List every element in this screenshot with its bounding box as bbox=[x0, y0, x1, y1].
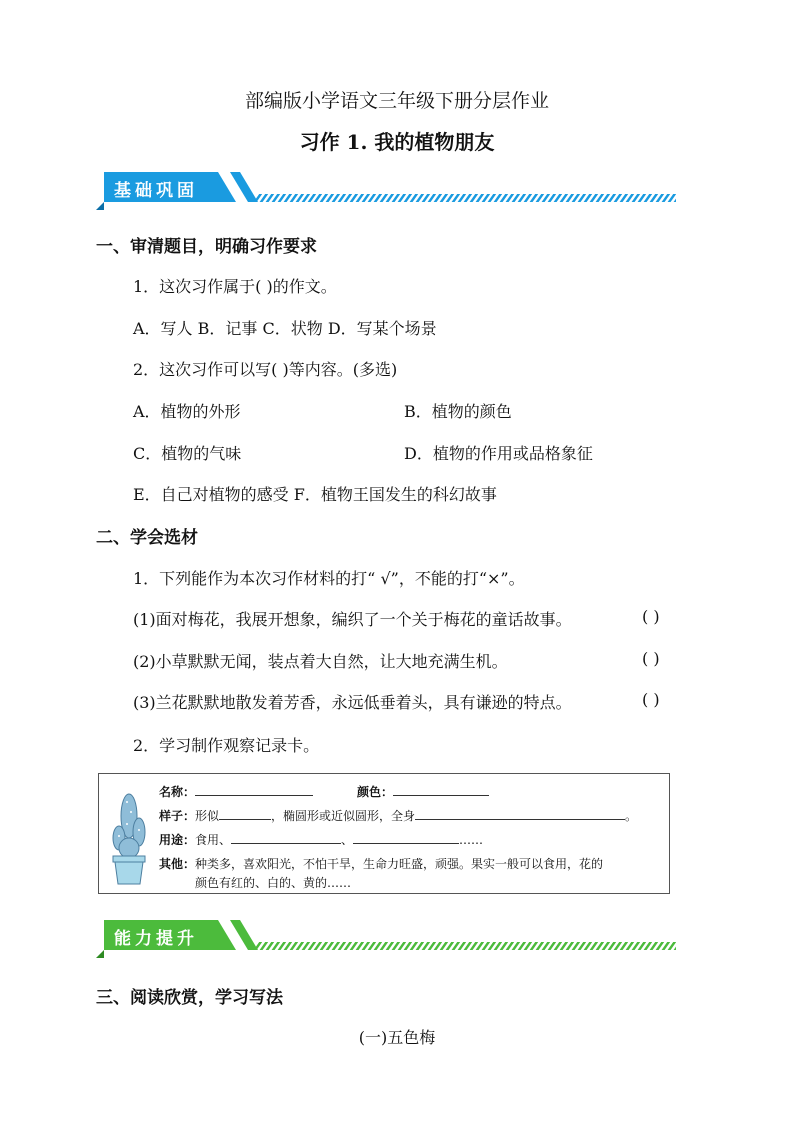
card-use-sep: 、 bbox=[341, 833, 354, 847]
observation-record-card bbox=[98, 773, 670, 894]
section2-heading: 二、学会选材 bbox=[96, 528, 198, 548]
section3-subtitle: (一)五色梅 bbox=[358, 1028, 436, 1047]
banner-advanced-label: 能力提升 bbox=[114, 929, 198, 949]
card-name-row bbox=[159, 783, 313, 800]
cactus-pot-icon bbox=[107, 782, 157, 892]
section1-q2-option-ef: E．自己对植物的感受 F．植物王国发生的科幻故事 bbox=[133, 485, 497, 504]
section2-q2: 2．学习制作观察记录卡。 bbox=[133, 736, 320, 755]
card-use-text: 食用、 bbox=[195, 833, 232, 847]
card-use-row bbox=[159, 831, 483, 848]
card-sample-end: 。 bbox=[625, 809, 638, 823]
section2-item-2: (2)小草默默无闻，装点着大自然，让大地充满生机。 bbox=[133, 652, 508, 671]
section1-q1: 1．这次习作属于( )的作文。 bbox=[133, 277, 337, 296]
card-name-label: 名称： bbox=[159, 785, 196, 799]
card-use-end: …… bbox=[459, 833, 484, 847]
section3-heading: 三、阅读欣赏，学习写法 bbox=[96, 988, 283, 1008]
document-title: 部编版小学语文三年级下册分层作业 bbox=[244, 90, 549, 112]
card-color-blank[interactable] bbox=[393, 784, 489, 796]
section1-heading: 一、审清题目，明确习作要求 bbox=[96, 237, 317, 257]
card-color-row bbox=[357, 783, 489, 800]
section1-q2: 2．这次习作可以写( )等内容。(多选) bbox=[133, 360, 398, 379]
card-sample-blank-1[interactable] bbox=[219, 808, 271, 820]
section2-item-3-answer[interactable]: ( ) bbox=[642, 690, 660, 709]
section2-q1: 1．下列能作为本次习作材料的打“ √”，不能的打“×”。 bbox=[133, 569, 525, 588]
card-use-blank-2[interactable] bbox=[353, 832, 459, 844]
card-other-row bbox=[159, 855, 603, 872]
section2-item-2-answer[interactable]: ( ) bbox=[642, 649, 660, 668]
card-other-label: 其他： bbox=[159, 857, 196, 871]
card-other-text-1: 种类多，喜欢阳光，不怕干旱，生命力旺盛，顽强。果实一般可以食用，花的 bbox=[195, 857, 604, 871]
section2-item-3: (3)兰花默默地散发着芳香，永远低垂着头，具有谦逊的特点。 bbox=[133, 693, 572, 712]
card-color-label: 颜色： bbox=[357, 785, 394, 799]
section1-q2-option-b: B．植物的颜色 bbox=[404, 402, 512, 421]
section1-q2-option-d: D．植物的作用或品格象征 bbox=[404, 444, 593, 463]
section2-item-1-answer[interactable]: ( ) bbox=[642, 607, 660, 626]
section1-q2-option-a: A．植物的外形 bbox=[133, 402, 241, 421]
card-other-row-2: 颜色有红的、白的、黄的…… bbox=[195, 876, 352, 890]
card-sample-blank-2[interactable] bbox=[415, 808, 625, 820]
banner-advanced bbox=[96, 918, 676, 958]
card-use-blank-1[interactable] bbox=[231, 832, 341, 844]
card-sample-text-2: ，椭圆形或近似圆形，全身 bbox=[271, 809, 416, 823]
section1-q1-options: A．写人 B．记事 C．状物 D．写某个场景 bbox=[133, 319, 437, 338]
card-sample-text-1: 形似 bbox=[195, 809, 220, 823]
card-use-label: 用途： bbox=[159, 833, 196, 847]
card-sample-row bbox=[159, 807, 637, 824]
card-name-blank[interactable] bbox=[195, 784, 313, 796]
card-sample-label: 样子： bbox=[159, 809, 196, 823]
section1-q2-option-c: C．植物的气味 bbox=[133, 444, 242, 463]
banner-basic bbox=[96, 170, 676, 210]
lesson-title: 习作 1. 我的植物朋友 bbox=[299, 130, 495, 154]
section2-item-1: (1)面对梅花，我展开想象，编织了一个关于梅花的童话故事。 bbox=[133, 610, 572, 629]
banner-basic-label: 基础巩固 bbox=[114, 181, 198, 201]
